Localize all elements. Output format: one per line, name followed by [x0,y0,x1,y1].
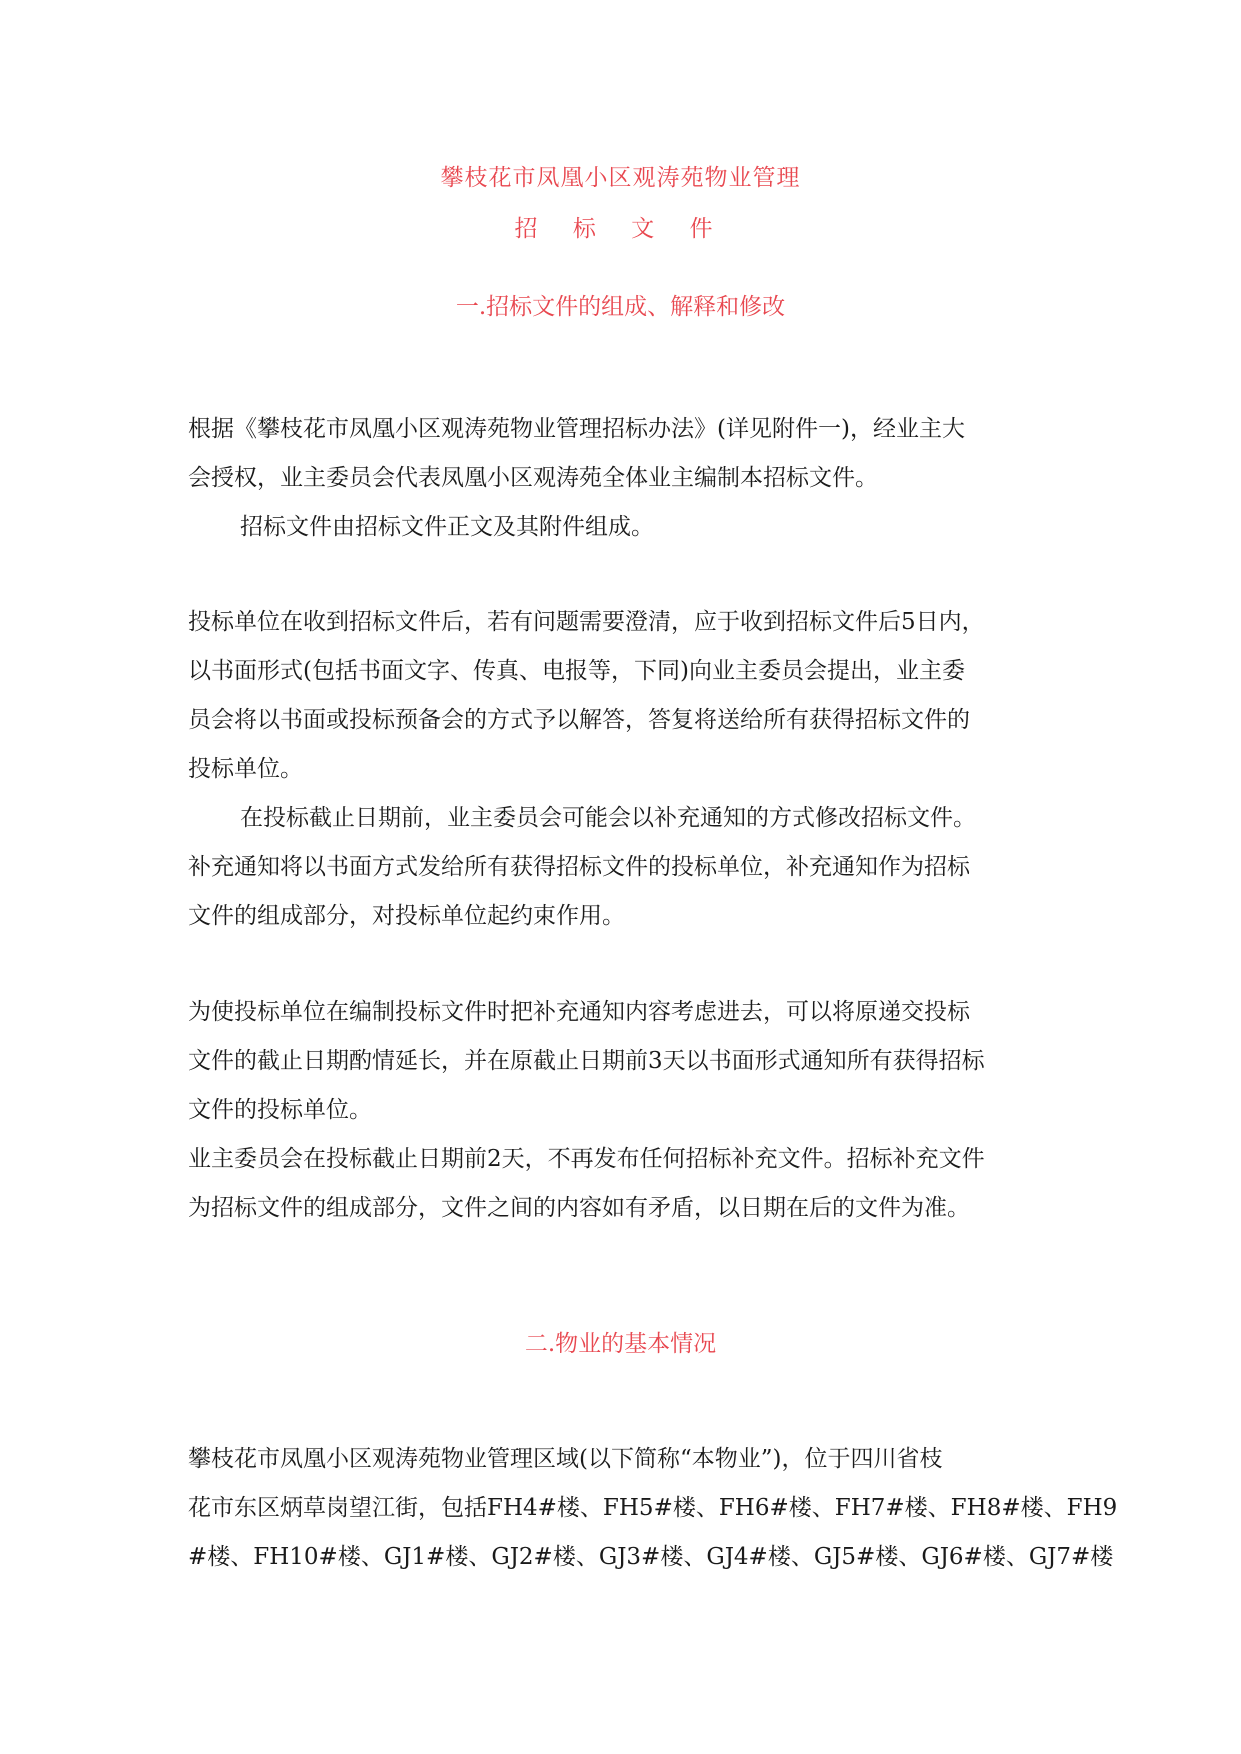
paragraph-line: 文件的截止日期酌情延长，并在原截止日期前3天以书面形式通知所有获得招标 [188,1048,985,1074]
paragraph-line: 在投标截止日期前，业主委员会可能会以补充通知的方式修改招标文件。 [240,805,976,831]
paragraph-line: #楼、FH10#楼、GJ1#楼、GJ2#楼、GJ3#楼、GJ4#楼、GJ5#楼、GJ6#楼、GJ7#楼 [188,1544,1114,1570]
document-subtitle: 招 标 文 件 [514,216,727,242]
document-title: 攀枝花市凤凰小区观涛苑物业管理 [440,165,801,191]
paragraph-line: 文件的投标单位。 [188,1097,372,1123]
paragraph-line: 文件的组成部分，对投标单位起约束作用。 [188,903,625,929]
paragraph-line: 补充通知将以书面方式发给所有获得招标文件的投标单位，补充通知作为招标 [188,854,970,880]
paragraph-line: 攀枝花市凤凰小区观涛苑物业管理区域(以下简称“本物业”)，位于四川省枝 [188,1446,943,1472]
paragraph-line: 根据《攀枝花市凤凰小区观涛苑物业管理招标办法》(详见附件一)，经业主大 [188,416,965,442]
paragraph-line: 业主委员会在投标截止日期前2天，不再发布任何招标补充文件。招标补充文件 [188,1146,985,1172]
paragraph-line: 投标单位在收到招标文件后，若有问题需要澄清，应于收到招标文件后5日内， [188,609,985,635]
section-2-heading: 二.物业的基本情况 [524,1331,717,1357]
paragraph-line: 员会将以书面或投标预备会的方式予以解答，答复将送给所有获得招标文件的 [188,707,970,733]
paragraph-line: 会授权，业主委员会代表凤凰小区观涛苑全体业主编制本招标文件。 [188,465,878,491]
paragraph-line: 为使投标单位在编制投标文件时把补充通知内容考虑进去，可以将原递交投标 [188,999,970,1025]
section-1-heading: 一.招标文件的组成、解释和修改 [455,294,786,320]
paragraph-line: 为招标文件的组成部分，文件之间的内容如有矛盾，以日期在后的文件为准。 [188,1195,970,1221]
paragraph-line: 投标单位。 [188,756,303,782]
paragraph-line: 招标文件由招标文件正文及其附件组成。 [240,514,654,540]
paragraph-line: 以书面形式(包括书面文字、传真、电报等，下同)向业主委员会提出，业主委 [188,658,965,684]
paragraph-line: 花市东区炳草岗望江街，包括FH4#楼、FH5#楼、FH6#楼、FH7#楼、FH8#楼、FH9 [188,1495,1118,1521]
